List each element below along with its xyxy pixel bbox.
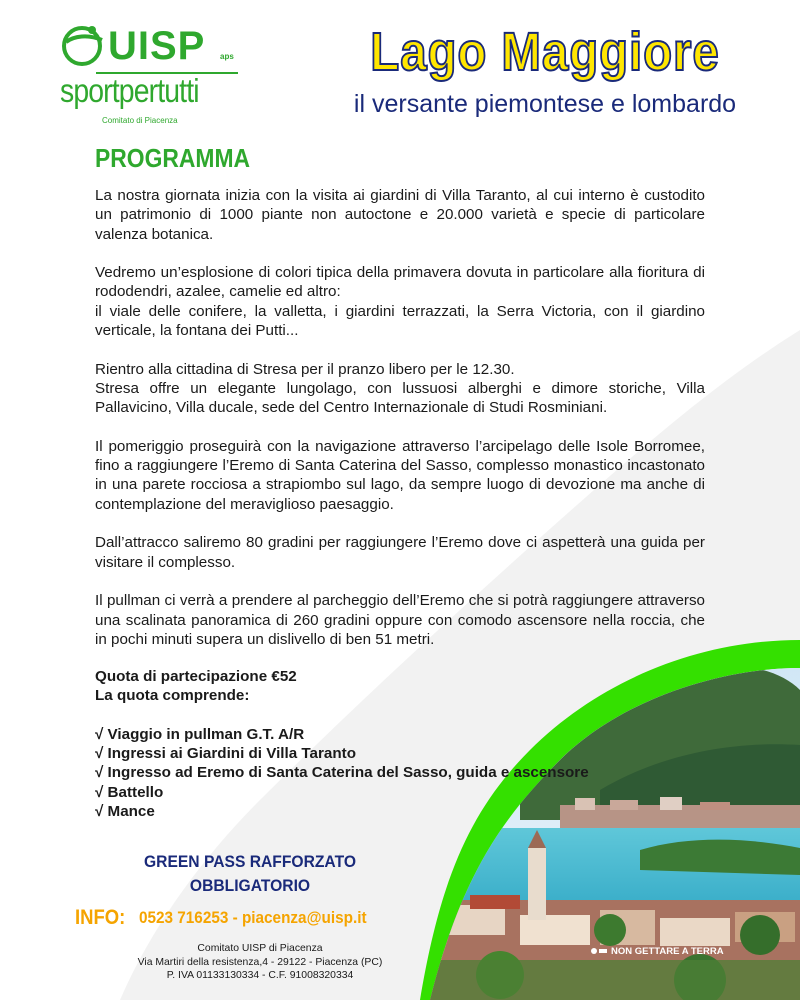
page-subtitle: il versante piemontese e lombardo xyxy=(353,90,737,118)
programma-paragraph xyxy=(95,263,705,340)
quota-items-list xyxy=(95,725,655,821)
quota-item: √ Ingressi ai Giardini di Villa Taranto xyxy=(95,745,356,763)
uisp-brand: UISP xyxy=(108,24,206,68)
info-label: INFO: xyxy=(75,906,126,929)
programma-line: Dall’attracco saliremo 80 gradini per raggiungere l’Eremo dove ci aspetterà una guida per visitare il complesso. xyxy=(95,534,705,571)
page-title: Lago Maggiore xyxy=(370,22,720,82)
uisp-logo-mark xyxy=(58,22,238,70)
notice-line1: GREEN PASS RAFFORZATO xyxy=(143,852,357,871)
programma-paragraph xyxy=(95,360,705,418)
logo-tagline: sportpertutti xyxy=(60,72,199,109)
litter-icon xyxy=(590,947,608,955)
quota-section xyxy=(95,667,655,821)
programma-heading: PROGRAMMA xyxy=(95,143,251,173)
programma-line: il viale delle conifere, la valletta, i giardini terrazzati, la Serra Victoria, con il giardino verticale, la fontana dei Putti... xyxy=(95,302,705,340)
quota-item: √ Battello xyxy=(95,783,164,801)
quota-item: √ Ingresso ad Eremo di Santa Caterina del Sasso, guida e ascensore xyxy=(95,764,589,782)
no-litter-caption xyxy=(590,946,724,957)
notice-line2: OBBLIGATORIO xyxy=(189,876,311,895)
uisp-logo xyxy=(58,22,238,132)
footer-line3: P. IVA 01133130334 - C.F. 91008320334 xyxy=(166,970,354,981)
footer-line1: Comitato UISP di Piacenza xyxy=(197,943,323,954)
programma-paragraph xyxy=(95,186,705,244)
programma-line: La nostra giornata inizia con la visita ai giardini di Villa Taranto, al cui interno è custodito un patrimonio di 1000 piante non autoctone e 20.000 varietà e specie di particolare valenza botanica. xyxy=(95,187,705,243)
programma-paragraph xyxy=(95,533,705,572)
programma-line: Stresa offre un elegante lungolago, con lussuosi alberghi e dimore storiche, Villa Pallavicino, Villa ducale, sede del Centro Internazionale di Studi Rosminiani. xyxy=(95,379,705,417)
quota-item: √ Mance xyxy=(95,803,155,821)
info-contact: 0523 716253 - piacenza@uisp.it xyxy=(139,908,367,927)
programma-line: Rientro alla cittadina di Stresa per il pranzo libero per le 12.30. xyxy=(95,360,515,378)
quota-item: √ Viaggio in pullman G.T. A/R xyxy=(95,725,305,743)
programma-body xyxy=(95,186,705,668)
programma-line: Il pullman ci verrà a prendere al parcheggio dell’Eremo che si potrà raggiungere attraverso una scalinata panoramica di 260 gradini oppure con comodo ascensore nella roccia, che in pochi minuti supera un dislivello di ben 51 metri. xyxy=(95,592,705,648)
footer xyxy=(110,942,410,983)
no-litter-text: NON GETTARE A TERRA xyxy=(611,946,724,957)
runner-icon xyxy=(58,22,108,70)
programma-paragraph xyxy=(95,437,705,514)
programma-line: Il pomeriggio proseguirà con la navigazione attraverso l’arcipelago delle Isole Borromee, fino a raggiungere l’Eremo di Santa Caterina del Sasso, complesso monastico incastonato in una parete rocciosa a strapiombo sul lago, da sempre luogo di devozione ma anche di contemplazione del meraviglioso paesaggio. xyxy=(95,437,705,513)
green-pass-notice xyxy=(107,850,392,898)
aps-label: aps xyxy=(220,52,234,61)
programma-line: Vedremo un’esplosione di colori tipica della primavera dovuta in particolare alla fioritura di rododendri, azalee, camelie ed altro: xyxy=(95,264,705,301)
quota-includes-label: La quota comprende: xyxy=(95,687,250,705)
footer-line2: Via Martiri della resistenza,4 - 29122 - Piacenza (PC) xyxy=(137,956,383,968)
programma-paragraph xyxy=(95,591,705,649)
quota-price: Quota di partecipazione €52 xyxy=(95,668,297,685)
logo-committee: Comitato di Piacenza xyxy=(102,116,178,125)
